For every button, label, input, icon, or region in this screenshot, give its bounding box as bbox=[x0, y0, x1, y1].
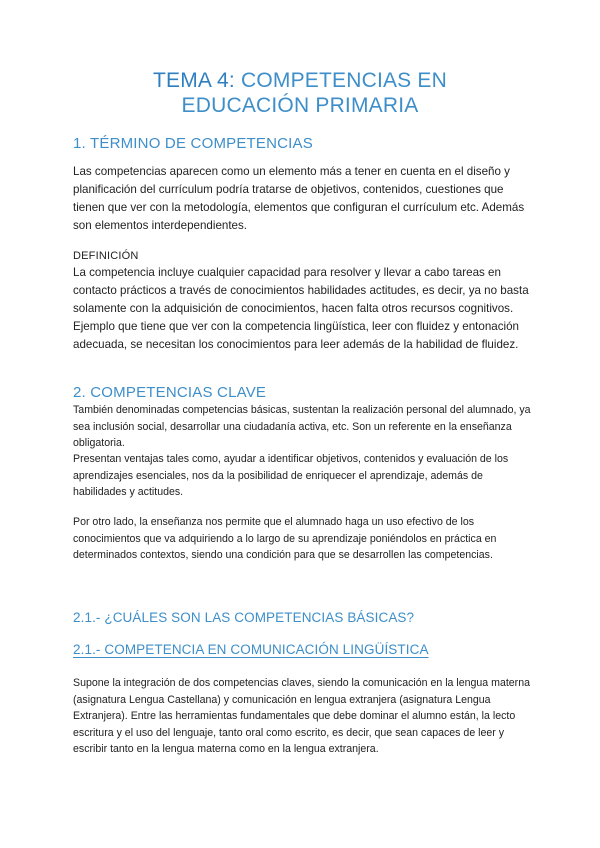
section2-paragraph2: Presentan ventajas tales como, ayudar a identificar objetivos, contenidos y evaluación de los aprendizajes esenciales, nos da la posibilidad de enriquecer el aprendizaje, además de habilidades y actitudes. bbox=[73, 453, 509, 498]
title-line1: COMPETENCIAS EN bbox=[234, 69, 447, 92]
section1-heading: 1. TÉRMINO DE COMPETENCIAS bbox=[73, 135, 313, 152]
section2-paragraph1: También denominadas competencias básicas, sustentan la realización personal del alumnado, ya sea inclusión social, desarrollar una ciudadanía activa, etc. Son un referente en la enseñanza obligatoria. bbox=[73, 404, 531, 449]
section2-heading: 2. COMPETENCIAS CLAVE bbox=[73, 384, 267, 401]
document-title bbox=[60, 68, 540, 118]
title-line2: EDUCACIÓN PRIMARIA bbox=[181, 94, 419, 117]
definition-label: DEFINICIÓN bbox=[73, 250, 139, 262]
section21-heading: 2.1.- ¿CUÁLES SON LAS COMPETENCIAS BÁSICAS? bbox=[73, 610, 415, 625]
definition-text: La competencia incluye cualquier capacidad para resolver y llevar a cabo tareas en contacto prácticos a través de conocimientos habilidades actitudes, es decir, ya no basta solamente con la adquisición de conocimientos, hacen falta otros recursos cognitivos. Ejemplo que tiene que ver con la competencia lingüística, leer con fluidez y entonación adecuada, se necesitan los conocimientos para leer además de la habilidad de fluidez. bbox=[73, 266, 529, 351]
section1-paragraph: Las competencias aparecen como un elemento más a tener en cuenta en el diseño y planificación del currículum podría tratarse de objetivos, contenidos, cuestiones que tienen que ver con la metodología, elementos que configuran el currículum etc. Además son elementos interdependientes. bbox=[73, 165, 525, 232]
section21-subheading: 2.1.- COMPETENCIA EN COMUNICACIÓN LINGÜÍSTICA bbox=[73, 642, 429, 657]
section2-paragraph3: Por otro lado, la enseñanza nos permite que el alumnado haga un uso efectivo de los conocimientos que va adquiriendo a lo largo de su aprendizaje poniéndolos en práctica en determinados contextos, siendo una condición para que se desarrollen las competencias. bbox=[73, 516, 497, 561]
title-prefix: TEMA 4: bbox=[153, 69, 235, 92]
section21-paragraph: Supone la integración de dos competencias claves, siendo la comunicación en la lengua materna (asignatura Lengua Castellana) y comunicación en lengua extranjera (asignatura Lengua Extranjera). Entre las herramientas fundamentales que debe dominar el alumno están, la lecto escritura y el uso del lenguaje, tanto oral como escrito, es decir, que sean capaces de leer y escribir tanto en la lengua materna como en la lengua extranjera. bbox=[73, 677, 530, 755]
